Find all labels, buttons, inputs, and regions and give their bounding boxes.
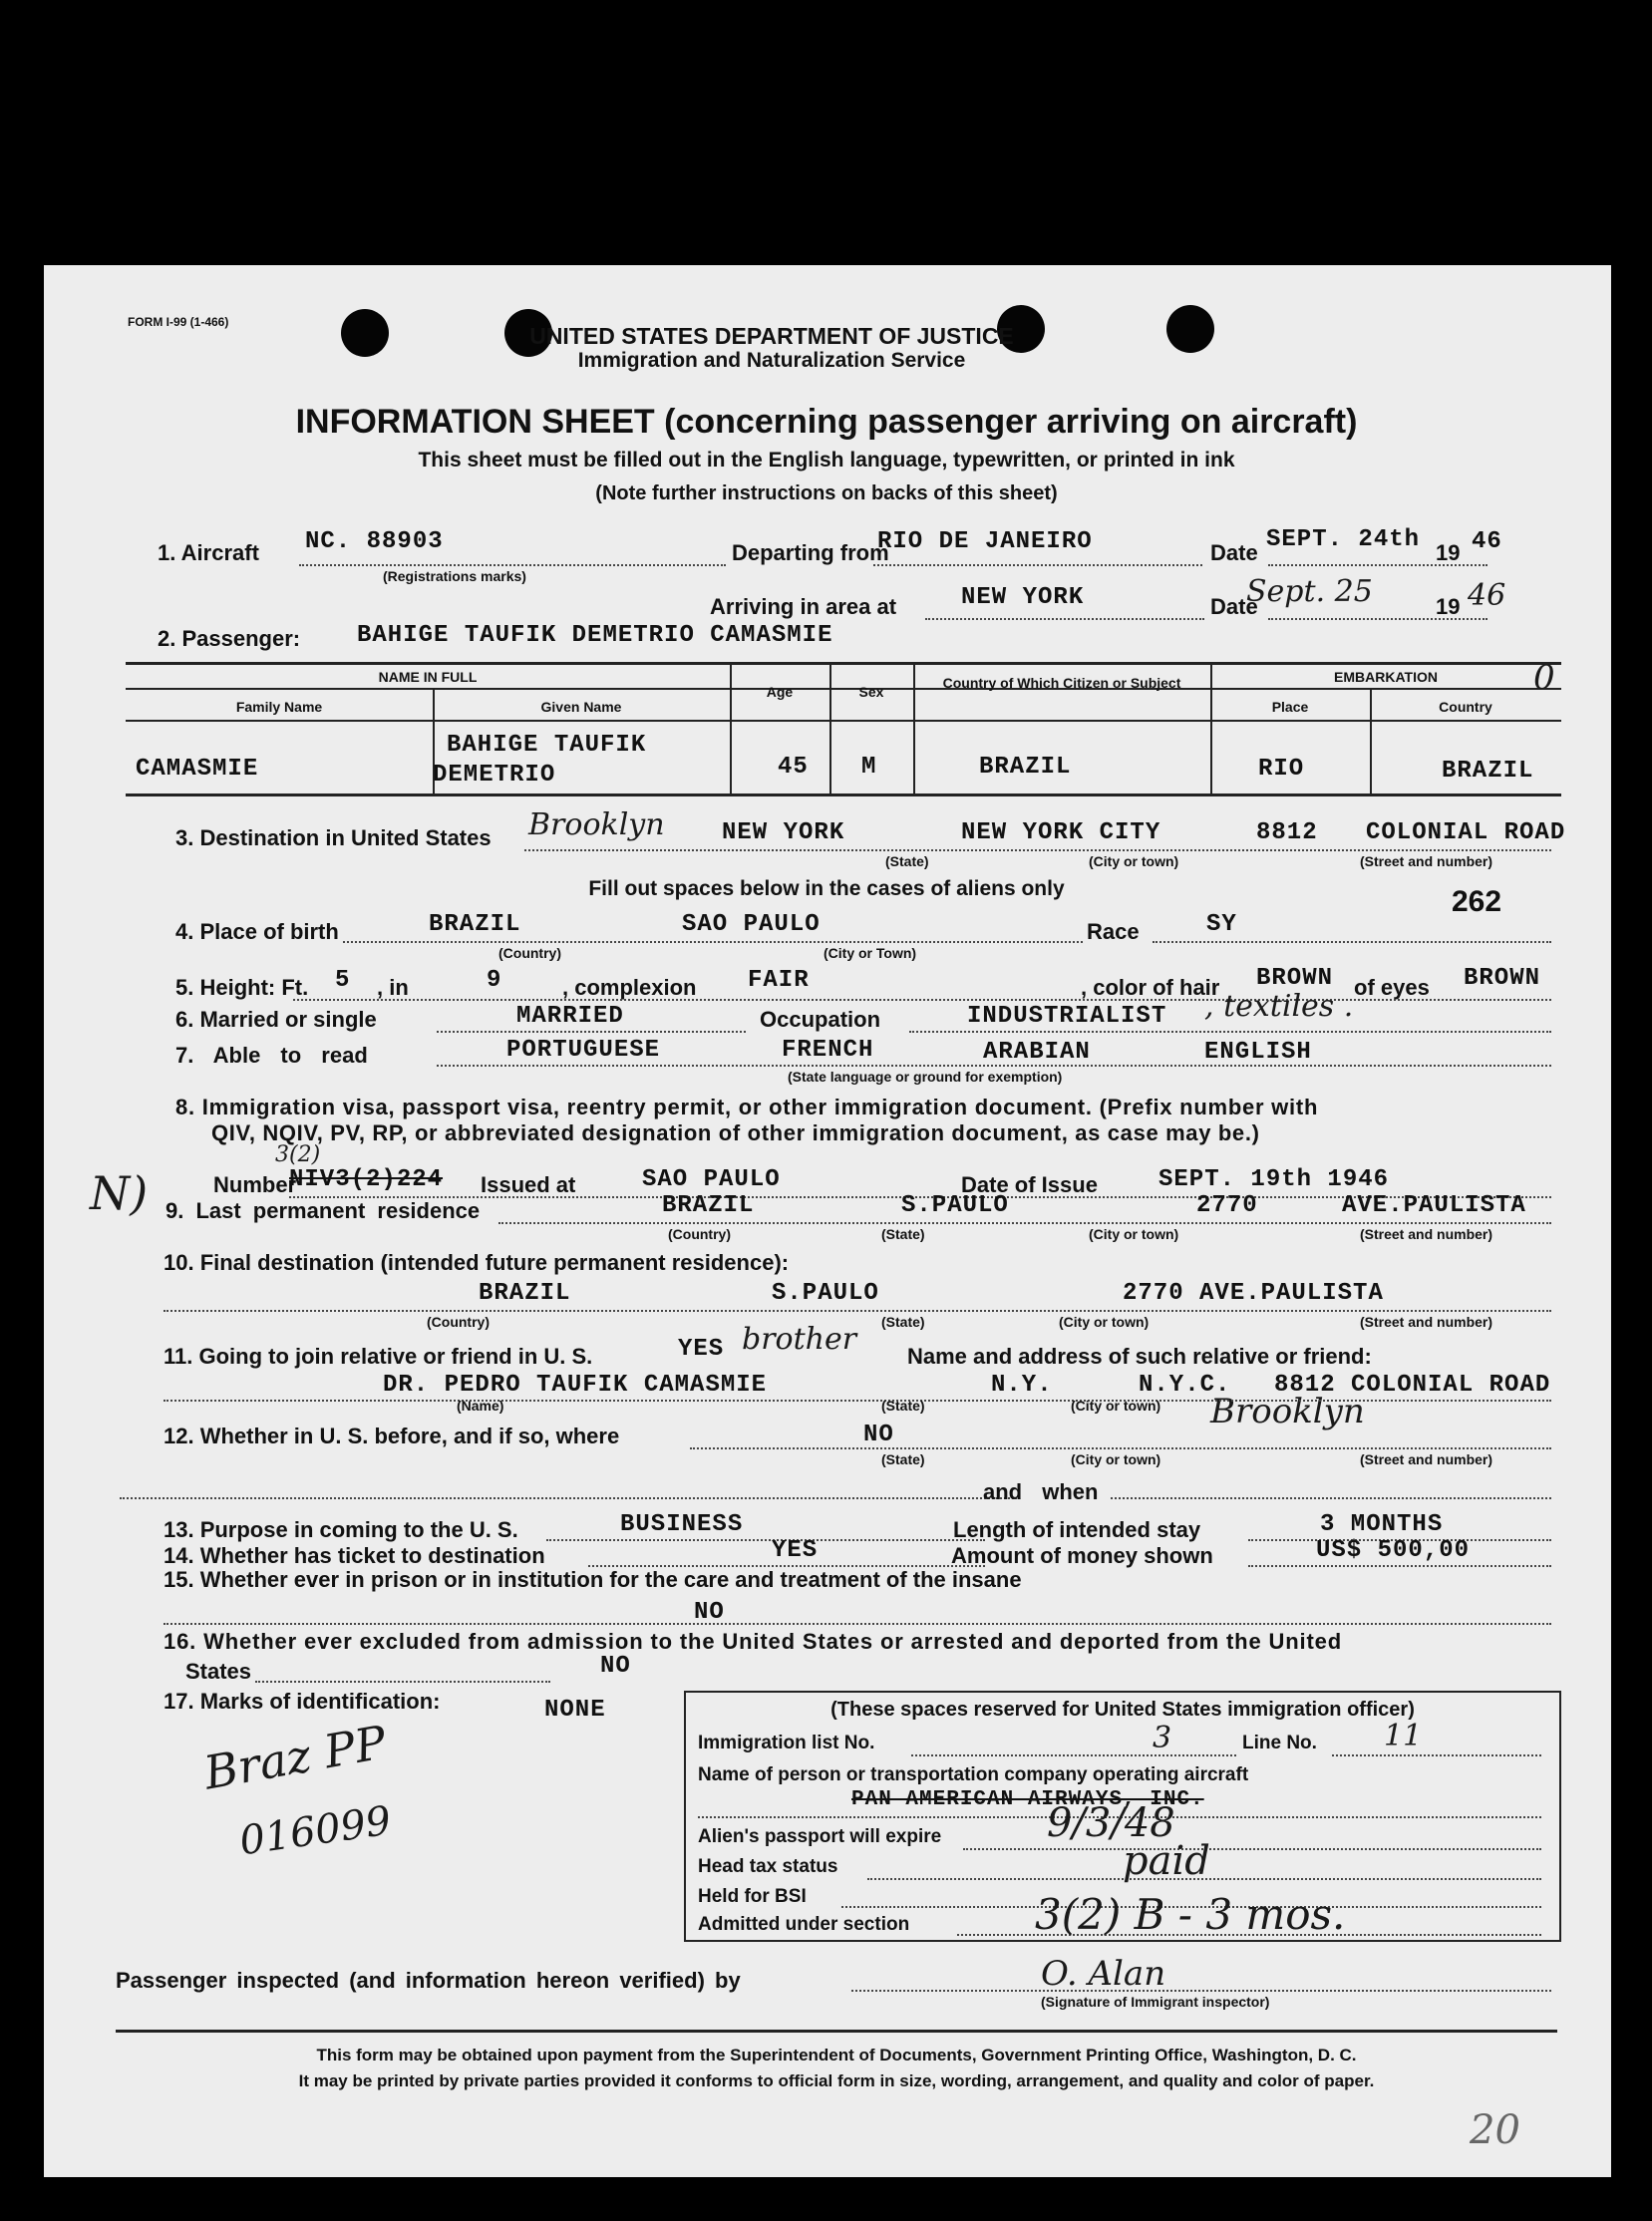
form-title: INFORMATION SHEET (concerning passenger arriving on aircraft) bbox=[295, 403, 1358, 441]
final-destination-cap-country: (Country) bbox=[427, 1314, 490, 1330]
row-family-name: CAMASMIE bbox=[136, 756, 259, 783]
table-header-age: Age bbox=[766, 684, 794, 700]
instruction-2: (Note further instructions on backs of this sheet) bbox=[595, 482, 1058, 504]
table-header-country: Country bbox=[1439, 699, 1492, 715]
birth-label: 4. Place of birth bbox=[175, 919, 339, 944]
relative-cap-name: (Name) bbox=[457, 1398, 504, 1414]
ticket-label: 14. Whether has ticket to destination bbox=[164, 1543, 545, 1568]
officer-company-label: Name of person or transportation company operating aircraft bbox=[698, 1764, 1249, 1785]
hair-label: , color of hair bbox=[1081, 975, 1220, 1000]
arriving-label: Arriving in area at bbox=[710, 594, 897, 619]
relative-state: N.Y. bbox=[991, 1372, 1053, 1399]
form-sheet bbox=[44, 265, 1611, 2177]
date-of-issue-label: Date of Issue bbox=[961, 1172, 1098, 1197]
height-ft: 5 bbox=[335, 967, 351, 994]
officer-line-label: Line No. bbox=[1242, 1733, 1317, 1753]
visa-number-value: NIV3(2)224 bbox=[289, 1166, 444, 1193]
final-destination-cap-state: (State) bbox=[881, 1314, 925, 1330]
departing-date-label: Date bbox=[1210, 540, 1258, 565]
stay-value: 3 MONTHS bbox=[1320, 1511, 1444, 1538]
purpose-label: 13. Purpose in coming to the U. S. bbox=[164, 1517, 518, 1542]
before-label: 12. Whether in U. S. before, and if so, where bbox=[164, 1424, 620, 1448]
destination-hand: Brooklyn bbox=[528, 807, 665, 842]
married-value: MARRIED bbox=[516, 1003, 624, 1030]
margin-mark: 0 bbox=[1533, 658, 1555, 698]
punch-hole-right bbox=[1166, 305, 1214, 353]
last-residence-cap-state: (State) bbox=[881, 1226, 925, 1242]
last-residence-cap-street: (Street and number) bbox=[1360, 1226, 1493, 1242]
aliens-only-heading: Fill out spaces below in the cases of aliens only bbox=[588, 877, 1065, 900]
officer-tax-value: paid bbox=[1123, 1838, 1210, 1884]
read-label: 7. Able to read bbox=[175, 1043, 368, 1068]
table-header-name-in-full: NAME IN FULL bbox=[378, 669, 478, 685]
service-title: Immigration and Naturalization Service bbox=[577, 349, 966, 372]
final-destination-cap-street: (Street and number) bbox=[1360, 1314, 1493, 1330]
aircraft-label: 1. Aircraft bbox=[158, 540, 259, 565]
stay-label: Length of intended stay bbox=[953, 1517, 1201, 1542]
occupation-label: Occupation bbox=[760, 1007, 881, 1032]
before-value: NO bbox=[863, 1422, 894, 1448]
relative-cap-city: (City or town) bbox=[1071, 1398, 1161, 1414]
marks-value: NONE bbox=[544, 1697, 606, 1724]
excluded-value: NO bbox=[600, 1653, 631, 1680]
officer-section-label: Admitted under section bbox=[698, 1914, 910, 1935]
visa-line-2: QIV, NQIV, PV, RP, or abbreviated designation of other immigration document, as case may be.) bbox=[211, 1120, 1260, 1145]
excluded-line-1: 16. Whether ever excluded from admission to the United States or arrested and deported from the United bbox=[164, 1629, 1343, 1654]
footer-line-1: This form may be obtained upon payment from the Superintendent of Documents, Government Printing Office, Washington, D. C. bbox=[316, 2046, 1357, 2064]
table-header-family-name: Family Name bbox=[235, 699, 323, 715]
visa-hand-above: 3(2) bbox=[275, 1142, 321, 1167]
last-residence-cap-city: (City or town) bbox=[1089, 1226, 1179, 1242]
officer-section-value: 3(2) B - 3 mos. bbox=[1035, 1890, 1346, 1939]
destination-cap-state: (State) bbox=[885, 853, 929, 869]
table-header-sex: Sex bbox=[858, 684, 884, 700]
last-residence-country: BRAZIL bbox=[662, 1192, 755, 1219]
page-number: 20 bbox=[1470, 2107, 1520, 2153]
row-given-name-2: DEMETRIO bbox=[433, 762, 556, 789]
departing-label: Departing from bbox=[732, 540, 889, 565]
read-language-4: ENGLISH bbox=[1204, 1039, 1312, 1066]
table-header-place: Place bbox=[1271, 699, 1309, 715]
passenger-value: BAHIGE TAUFIK DEMETRIO CAMASMIE bbox=[357, 622, 833, 649]
officer-line-value: 11 bbox=[1384, 1719, 1423, 1753]
table-header-given-name: Given Name bbox=[540, 699, 622, 715]
final-destination-label: 10. Final destination (intended future permanent residence): bbox=[164, 1250, 790, 1275]
row-embark-place: RIO bbox=[1258, 756, 1305, 783]
race-code: 262 bbox=[1452, 885, 1502, 918]
destination-street: COLONIAL ROAD bbox=[1366, 819, 1566, 846]
marks-hand-2: 016099 bbox=[236, 1797, 395, 1865]
issued-label: Issued at bbox=[481, 1172, 576, 1197]
passenger-label: 2. Passenger: bbox=[158, 626, 301, 651]
relative-hand: brother bbox=[742, 1322, 857, 1357]
table-header-embarkation: EMBARKATION bbox=[1334, 669, 1438, 685]
before-cap-street: (Street and number) bbox=[1360, 1451, 1493, 1467]
arriving-year-prefix: 19 bbox=[1436, 594, 1461, 619]
registration-caption: (Registrations marks) bbox=[383, 568, 526, 584]
arriving-date-value: Sept. 25 bbox=[1246, 574, 1373, 609]
form-id: FORM I-99 (1-466) bbox=[128, 315, 229, 329]
relative-cap-state: (State) bbox=[881, 1398, 925, 1414]
prison-label: 15. Whether ever in prison or in institution for the care and treatment of the insane bbox=[164, 1567, 1022, 1592]
issued-value: SAO PAULO bbox=[642, 1166, 781, 1193]
read-caption: (State language or ground for exemption) bbox=[788, 1069, 1063, 1085]
destination-cap-street: (Street and number) bbox=[1360, 853, 1493, 869]
officer-title: (These spaces reserved for United States immigration officer) bbox=[830, 1699, 1415, 1721]
visa-line-1: 8. Immigration visa, passport visa, reentry permit, or other immigration document. (Prefix number with bbox=[175, 1095, 1319, 1119]
arriving-value: NEW YORK bbox=[961, 584, 1085, 611]
arriving-year-value: 46 bbox=[1468, 578, 1506, 613]
row-citizen: BRAZIL bbox=[979, 754, 1072, 781]
punch-hole-left bbox=[341, 309, 389, 357]
inspector-signature: O. Alan bbox=[1041, 1954, 1166, 1994]
relative-label: 11. Going to join relative or friend in U. S. bbox=[164, 1344, 593, 1369]
last-residence-street: AVE.PAULISTA bbox=[1342, 1192, 1526, 1219]
read-language-2: FRENCH bbox=[782, 1037, 874, 1064]
complexion-label: , complexion bbox=[562, 975, 697, 1000]
departing-year-value: 46 bbox=[1472, 528, 1502, 555]
officer-expire-value: 9/3/48 bbox=[1047, 1800, 1175, 1846]
arriving-date-label: Date bbox=[1210, 594, 1258, 619]
last-residence-label: 9. Last permanent residence bbox=[165, 1198, 481, 1223]
last-residence-state: S.PAULO bbox=[901, 1192, 1009, 1219]
table-header-country-citizen: Country of Which Citizen or Subject bbox=[942, 675, 1181, 691]
footer-line-2: It may be printed by private parties provided it conforms to official form in size, wording, arrangement, and quality and color of paper. bbox=[298, 2071, 1375, 2090]
date-of-issue-value: SEPT. 19th 1946 bbox=[1158, 1166, 1390, 1193]
last-residence-number: 2770 bbox=[1196, 1192, 1258, 1219]
read-language-1: PORTUGUESE bbox=[506, 1037, 661, 1064]
height-in: 9 bbox=[487, 967, 502, 994]
officer-company-value: PAN AMERICAN AIRWAYS, INC. bbox=[851, 1788, 1204, 1811]
occupation-value: INDUSTRIALIST bbox=[967, 1003, 1167, 1030]
read-language-3: ARABIAN bbox=[983, 1039, 1091, 1066]
height-ft-label: 5. Height: Ft. bbox=[175, 975, 309, 1000]
purpose-value: BUSINESS bbox=[620, 1511, 744, 1538]
final-destination-cap-city: (City or town) bbox=[1059, 1314, 1150, 1330]
married-label: 6. Married or single bbox=[175, 1007, 377, 1032]
marks-label: 17. Marks of identification: bbox=[164, 1689, 441, 1714]
money-value: US$ 500,00 bbox=[1316, 1537, 1471, 1564]
last-residence-cap-country: (Country) bbox=[668, 1226, 731, 1242]
before-cap-city: (City or town) bbox=[1071, 1451, 1161, 1467]
instruction-1: This sheet must be filled out in the English language, typewritten, or printed in ink bbox=[418, 449, 1235, 472]
destination-cap-city: (City or town) bbox=[1089, 853, 1179, 869]
final-destination-state: S.PAULO bbox=[772, 1280, 879, 1307]
birth-cap-city: (City or Town) bbox=[824, 945, 917, 961]
row-sex: M bbox=[861, 754, 877, 781]
relative-hand-2: Brooklyn bbox=[1210, 1392, 1365, 1431]
aircraft-value: NC. 88903 bbox=[305, 528, 444, 555]
eyes-value: BROWN bbox=[1464, 965, 1541, 992]
marks-hand-1: Braz PP bbox=[199, 1715, 391, 1800]
relative-value: YES bbox=[678, 1336, 725, 1363]
officer-list-value: 3 bbox=[1153, 1721, 1172, 1755]
ticket-value: YES bbox=[772, 1537, 819, 1564]
before-cap-state: (State) bbox=[881, 1451, 925, 1467]
birth-city: SAO PAULO bbox=[682, 911, 821, 938]
relative-street: 8812 COLONIAL ROAD bbox=[1274, 1372, 1551, 1399]
excluded-line-2: States bbox=[185, 1659, 252, 1684]
money-label: Amount of money shown bbox=[951, 1543, 1213, 1568]
inspected-label: Passenger inspected (and information hereon verified) by bbox=[116, 1968, 741, 1993]
final-destination-country: BRAZIL bbox=[479, 1280, 571, 1307]
department-title: UNITED STATES DEPARTMENT OF JUSTICE bbox=[529, 323, 1014, 349]
inspected-caption: (Signature of Immigrant inspector) bbox=[1041, 1994, 1270, 2010]
destination-number: 8812 bbox=[1256, 819, 1318, 846]
officer-expire-label: Alien's passport will expire bbox=[698, 1826, 942, 1847]
before-when-label: and when bbox=[983, 1479, 1099, 1504]
row-age: 45 bbox=[778, 754, 809, 781]
officer-tax-label: Head tax status bbox=[698, 1856, 838, 1877]
officer-bsi-label: Held for BSI bbox=[698, 1886, 807, 1907]
visa-margin-hand: N) bbox=[90, 1166, 149, 1220]
race-label: Race bbox=[1087, 919, 1140, 944]
row-given-name-1: BAHIGE TAUFIK bbox=[447, 732, 647, 759]
destination-state: NEW YORK bbox=[722, 819, 845, 846]
visa-number-label: Number bbox=[213, 1172, 297, 1197]
prison-value: NO bbox=[694, 1599, 725, 1626]
complexion-value: FAIR bbox=[748, 967, 810, 994]
relative-name-label: Name and address of such relative or friend: bbox=[907, 1344, 1372, 1369]
departing-date-value: SEPT. 24th bbox=[1266, 526, 1421, 553]
eyes-label: of eyes bbox=[1354, 975, 1430, 1000]
hair-value: BROWN bbox=[1256, 965, 1334, 992]
birth-cap-country: (Country) bbox=[498, 945, 561, 961]
destination-label: 3. Destination in United States bbox=[175, 825, 492, 850]
departing-year-prefix: 19 bbox=[1436, 540, 1461, 565]
row-embark-country: BRAZIL bbox=[1442, 758, 1534, 785]
relative-city: N.Y.C. bbox=[1139, 1372, 1231, 1399]
birth-country: BRAZIL bbox=[429, 911, 521, 938]
occupation-hand: , textiles . bbox=[1204, 989, 1354, 1024]
destination-city: NEW YORK CITY bbox=[961, 819, 1161, 846]
officer-list-label: Immigration list No. bbox=[698, 1733, 875, 1753]
height-in-label: , in bbox=[377, 975, 409, 1000]
relative-name: DR. PEDRO TAUFIK CAMASMIE bbox=[383, 1372, 768, 1399]
race-value: SY bbox=[1206, 911, 1237, 938]
departing-value: RIO DE JANEIRO bbox=[877, 528, 1093, 555]
final-destination-street: 2770 AVE.PAULISTA bbox=[1123, 1280, 1384, 1307]
